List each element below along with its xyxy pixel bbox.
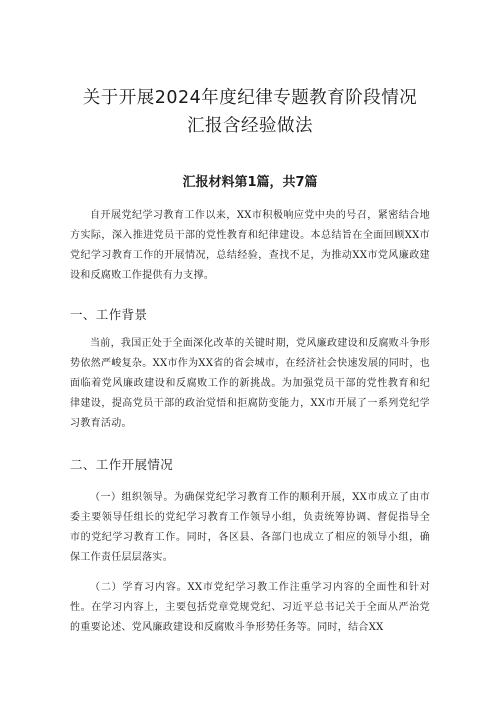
title-line-1: 关于开展2024年度纪律专题教育阶段情况 [82, 88, 418, 108]
title-line-2: 汇报含经验做法 [187, 116, 313, 136]
intro-paragraph: 自开展党纪学习教育工作以来，XX市积极响应党中央的号召，紧密结合地方实际，深入推进党员干部的党性教育和纪律建设。本总结旨在全面回顾XX市党纪学习教育工作的开展情况，总结经验，查找不足，为推动XX市党风廉政建设和反腐败工作提供有力支撑。 [70, 210, 430, 281]
section-1-heading: 一、工作背景 [70, 307, 148, 322]
document-subtitle: 汇报材料第1篇，共7篇 [182, 175, 318, 190]
section-2-item-2: （二）学育习内容。XX市党纪学习教工作注重学习内容的全面性和针对性。在学习内容上，主要包括党章党规党纪、习近平总书记关于全面从严治党的重要论述、党风廉政建设和反腐败斗争形势任务等。同时，结合XX [70, 582, 430, 633]
section-2-item-1: （一）组织领导。为确保党纪学习教育工作的顺利开展，XX市成立了由市委主要领导任组长的党纪学习教育工作领导小组，负责统筹协调、督促指导全市的党纪学习教育工作。同时，各区县、各部门也成立了相应的领导小组，确保工作责任层层落实。 [70, 492, 430, 563]
document-title [70, 0, 430, 140]
section-2-heading: 二、工作开展情况 [70, 457, 174, 472]
section-1-paragraph: 当前，我国正处于全面深化改革的关键时期，党风廉政建设和反腐败斗争形势依然严峻复杂。XX市作为XX省的省会城市，在经济社会快速发展的同时，也面临着党风廉政建设和反腐败工作的新挑战。为加强党员干部的党性教育和纪律建设，提高党员干部的政治觉悟和拒腐防变能力，XX市开展了一系列党纪学习教育活动。 [70, 338, 430, 429]
